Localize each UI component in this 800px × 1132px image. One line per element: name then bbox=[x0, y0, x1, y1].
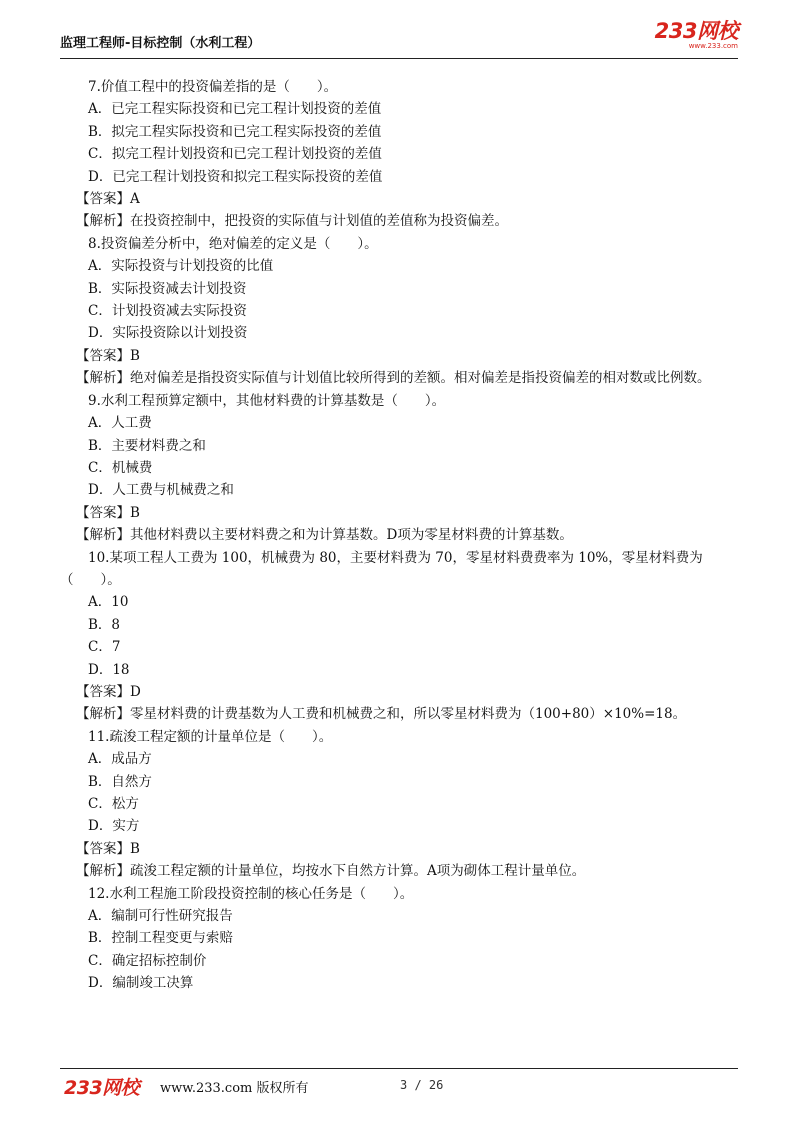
option-a: A．已完工程实际投资和已完工程计划投资的差值 bbox=[88, 101, 382, 118]
option-a: A．成品方 bbox=[88, 751, 152, 768]
page-header bbox=[60, 18, 738, 59]
option-b: B．主要材料费之和 bbox=[88, 437, 206, 454]
logo-url: www.233.com bbox=[688, 42, 738, 50]
option-b: B．控制工程变更与索赔 bbox=[88, 930, 233, 947]
answer: 【答案】A bbox=[76, 191, 140, 208]
option-b: B．自然方 bbox=[88, 773, 152, 790]
explanation: 【解析】零星材料费的计费基数为人工费和机械费之和，所以零星材料费为（100+80）×10%=18。 bbox=[76, 706, 687, 723]
option-a: A．10 bbox=[88, 594, 129, 611]
option-d: D．人工费与机械费之和 bbox=[88, 482, 234, 499]
option-a: A．实际投资与计划投资的比值 bbox=[88, 258, 274, 275]
question-text: 11.疏浚工程定额的计量单位是（ ）。 bbox=[88, 728, 333, 745]
option-c: C．拟完工程计划投资和已完工程计划投资的差值 bbox=[88, 146, 382, 163]
question-text: 9.水利工程预算定额中，其他材料费的计算基数是（ ）。 bbox=[88, 392, 446, 409]
option-c: C．机械费 bbox=[88, 459, 153, 476]
answer: 【答案】B bbox=[76, 347, 140, 364]
question-text: 10.某项工程人工费为 100，机械费为 80，主要材料费为 70，零星材料费费率为 10%，零星材料费为（ ）。 bbox=[60, 549, 703, 588]
option-d: D．编制竣工决算 bbox=[88, 975, 194, 992]
footer-logo: 233网校 bbox=[64, 1077, 140, 1099]
option-d: D．实际投资除以计划投资 bbox=[88, 325, 248, 342]
option-c: C．松方 bbox=[88, 796, 139, 812]
explanation: 【解析】其他材料费以主要材料费之和为计算基数。D项为零星材料费的计算基数。 bbox=[76, 527, 573, 544]
answer: 【答案】D bbox=[76, 683, 141, 700]
question-text: 7.价值工程中的投资偏差指的是（ ）。 bbox=[88, 79, 338, 95]
option-d: D．18 bbox=[88, 661, 130, 678]
page-number: 3 / 26 bbox=[400, 1078, 444, 1092]
answer: 【答案】B bbox=[76, 504, 140, 521]
question-text: 12.水利工程施工阶段投资控制的核心任务是（ ）。 bbox=[88, 885, 414, 902]
option-b: B．8 bbox=[88, 616, 121, 633]
option-d: D．实方 bbox=[88, 818, 140, 835]
option-a: A．编制可行性研究报告 bbox=[88, 908, 233, 925]
brand-logo bbox=[655, 20, 738, 50]
page-footer bbox=[60, 1068, 738, 1099]
option-b: B．拟完工程实际投资和已完工程实际投资的差值 bbox=[88, 123, 382, 140]
option-d: D．已完工程计划投资和拟完工程实际投资的差值 bbox=[88, 168, 383, 185]
option-c: C．7 bbox=[88, 639, 121, 656]
answer: 【答案】B bbox=[76, 840, 140, 857]
option-a: A．人工费 bbox=[88, 415, 152, 432]
document-title: 监理工程师-目标控制（水利工程） bbox=[60, 36, 261, 51]
copyright-text: www.233.com 版权所有 bbox=[160, 1081, 309, 1096]
explanation: 【解析】疏浚工程定额的计量单位，均按水下自然方计算。A项为砌体工程计量单位。 bbox=[76, 863, 586, 880]
logo-text: 233网校 bbox=[654, 19, 738, 43]
option-c: C．计划投资减去实际投资 bbox=[88, 303, 247, 320]
explanation: 【解析】绝对偏差是指投资实际值与计划值比较所得到的差额。相对偏差是指投资偏差的相对数或比例数。 bbox=[76, 370, 711, 387]
question-text: 8.投资偏差分析中，绝对偏差的定义是（ ）。 bbox=[88, 235, 378, 252]
explanation: 【解析】在投资控制中，把投资的实际值与计划值的差值称为投资偏差。 bbox=[76, 213, 508, 230]
question-list bbox=[60, 76, 750, 995]
option-c: C．确定招标控制价 bbox=[88, 952, 207, 969]
option-b: B．实际投资减去计划投资 bbox=[88, 280, 247, 297]
